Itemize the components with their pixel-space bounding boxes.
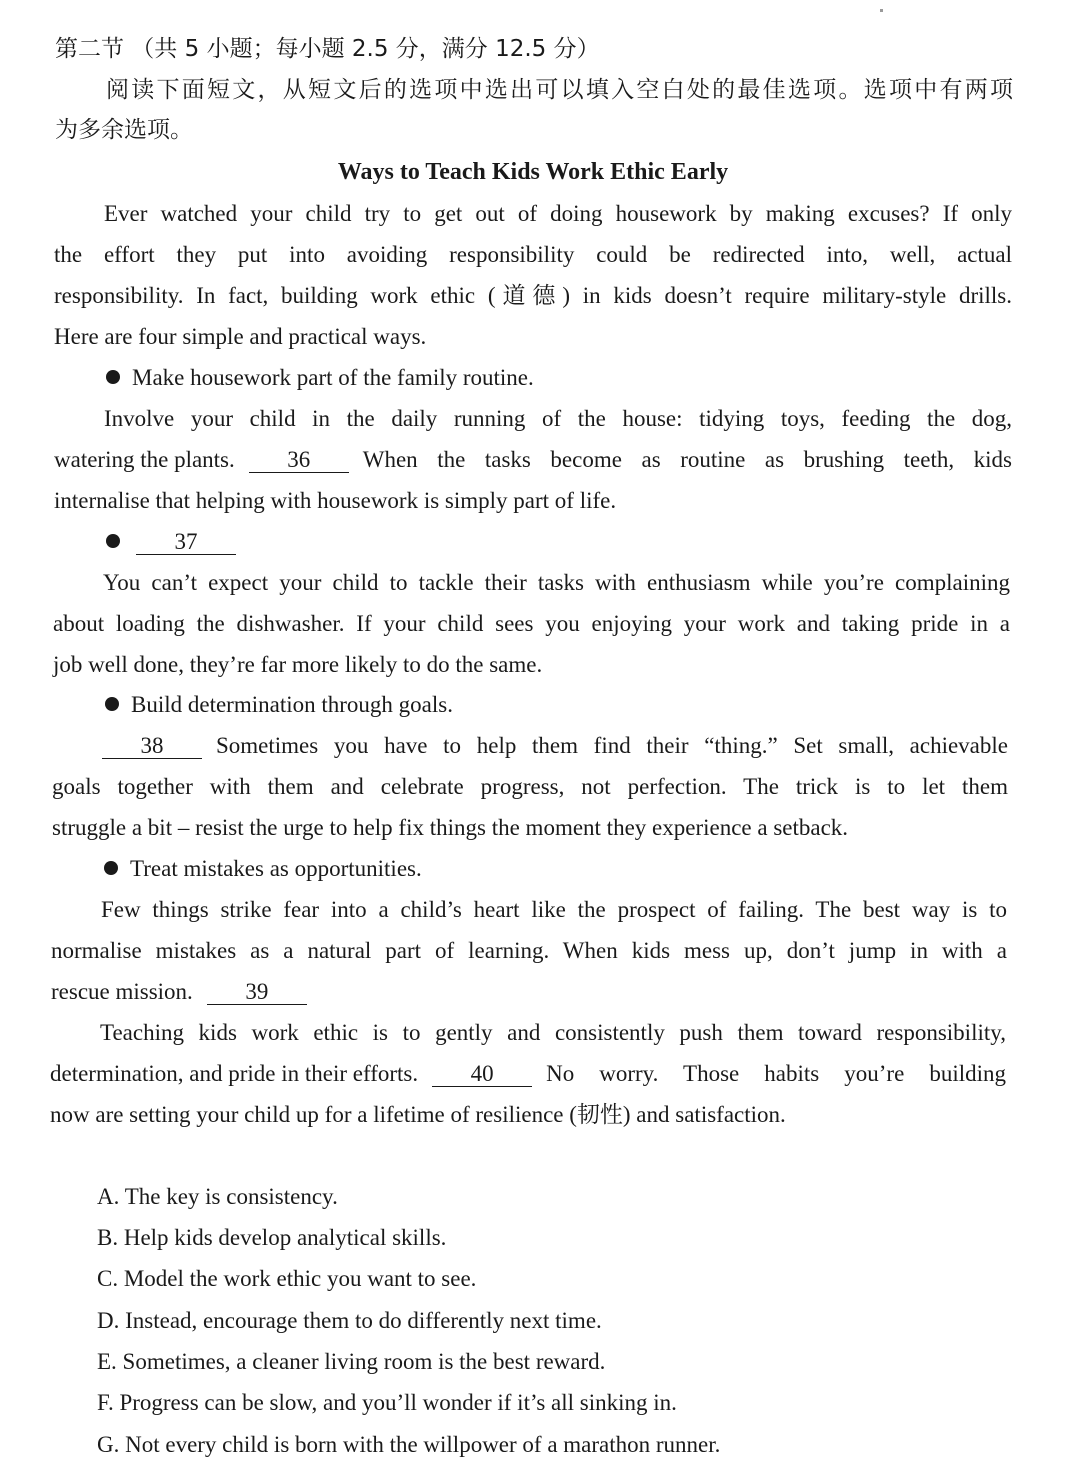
p1-line-3: internalise that helping with housework is simply part of life. bbox=[54, 488, 617, 513]
p3-line-1 bbox=[102, 731, 1008, 761]
blank-40[interactable]: 40 bbox=[432, 1062, 532, 1087]
p3-line-3: struggle a bit – resist the urge to help fix things the moment they experience a setback. bbox=[52, 815, 849, 840]
p2-line-1: You can’t expect your child to tackle their tasks with enthusiasm while you’re complaining bbox=[103, 570, 1010, 595]
p4-line-1: Few things strike fear into a child’s heart like the prospect of failing. The best way is to bbox=[101, 897, 1007, 922]
p3-line-1-text: Sometimes you have to help them find their “thing.” Set small, achievable bbox=[216, 733, 1008, 758]
bullet-heading-4 bbox=[104, 854, 422, 884]
bullet-heading-1-text: Make housework part of the family routine. bbox=[132, 365, 534, 390]
p5-line-1: Teaching kids work ethic is to gently and consistently push them toward responsibility, bbox=[100, 1020, 1006, 1045]
bullet-heading-3 bbox=[105, 690, 453, 720]
p5-line-3: now are setting your child up for a lifetime of resilience (韧性) and satisfaction. bbox=[50, 1102, 786, 1127]
blank-36[interactable]: 36 bbox=[249, 448, 349, 473]
p1-line-2-text-b: When the tasks become as routine as brushing teeth, kids bbox=[362, 447, 1012, 472]
intro-line-2: the effort they put into avoiding responsibility could be redirected into, well, actual bbox=[54, 242, 1012, 267]
bullet-heading-4-text: Treat mistakes as opportunities. bbox=[130, 856, 422, 881]
section-heading: 第二节 （共 5 小题；每小题 2.5 分，满分 12.5 分） bbox=[55, 36, 600, 62]
passage-title: Ways to Teach Kids Work Ethic Early bbox=[337, 159, 729, 185]
option-f[interactable]: F. Progress can be slow, and you’ll wonder if it’s all sinking in. bbox=[97, 1390, 677, 1415]
option-c[interactable]: C. Model the work ethic you want to see. bbox=[97, 1266, 477, 1291]
p1-line-1: Involve your child in the daily running of the house: tidying toys, feeding the dog, bbox=[104, 406, 1012, 431]
bullet-dot bbox=[104, 861, 118, 875]
blank-38[interactable]: 38 bbox=[102, 734, 202, 759]
blank-39[interactable]: 39 bbox=[207, 980, 307, 1005]
option-b[interactable]: B. Help kids develop analytical skills. bbox=[97, 1225, 447, 1250]
p2-line-2: about loading the dishwasher. If your child sees you enjoying your work and taking pride in a bbox=[53, 611, 1010, 636]
option-d[interactable]: D. Instead, encourage them to do differently next time. bbox=[97, 1308, 602, 1333]
option-e[interactable]: E. Sometimes, a cleaner living room is the best reward. bbox=[97, 1349, 606, 1374]
intro-line-4: Here are four simple and practical ways. bbox=[54, 324, 427, 349]
intro-line-1: Ever watched your child try to get out of doing housework by making excuses? If only bbox=[104, 201, 1012, 226]
option-a[interactable]: A. The key is consistency. bbox=[97, 1184, 338, 1209]
intro-line-3: responsibility. In fact, building work ethic (道德) in kids doesn’t require military-style drills. bbox=[54, 283, 1012, 308]
bullet-heading-1 bbox=[106, 363, 534, 393]
p2-line-3: job well done, they’re far more likely to do the same. bbox=[53, 652, 543, 677]
option-g[interactable]: G. Not every child is born with the willpower of a marathon runner. bbox=[97, 1432, 721, 1457]
bullet-dot bbox=[106, 370, 120, 384]
p5-line-2 bbox=[50, 1059, 1006, 1089]
p4-line-2: normalise mistakes as a natural part of learning. When kids mess up, don’t jump in with a bbox=[51, 938, 1007, 963]
bullet-heading-3-text: Build determination through goals. bbox=[131, 692, 453, 717]
instruction-line-1: 阅读下面短文，从短文后的选项中选出可以填入空白处的最佳选项。选项中有两项 bbox=[106, 77, 1013, 103]
p1-line-2 bbox=[54, 445, 1012, 475]
scan-speck bbox=[880, 9, 883, 12]
p5-line-2-text-a: determination, and pride in their efforts. bbox=[50, 1061, 419, 1086]
bullet-heading-2 bbox=[106, 527, 242, 557]
p3-line-2: goals together with them and celebrate progress, not perfection. The trick is to let them bbox=[52, 774, 1008, 799]
bullet-dot bbox=[105, 697, 119, 711]
instruction-line-2: 为多余选项。 bbox=[55, 117, 193, 143]
p4-line-3 bbox=[51, 977, 313, 1007]
blank-37[interactable]: 37 bbox=[136, 530, 236, 555]
p5-line-2-text-b: No worry. Those habits you’re building bbox=[546, 1061, 1006, 1086]
bullet-dot bbox=[106, 534, 120, 548]
p1-line-2-text-a: watering the plants. bbox=[54, 447, 235, 472]
p4-line-3-text: rescue mission. bbox=[51, 979, 193, 1004]
